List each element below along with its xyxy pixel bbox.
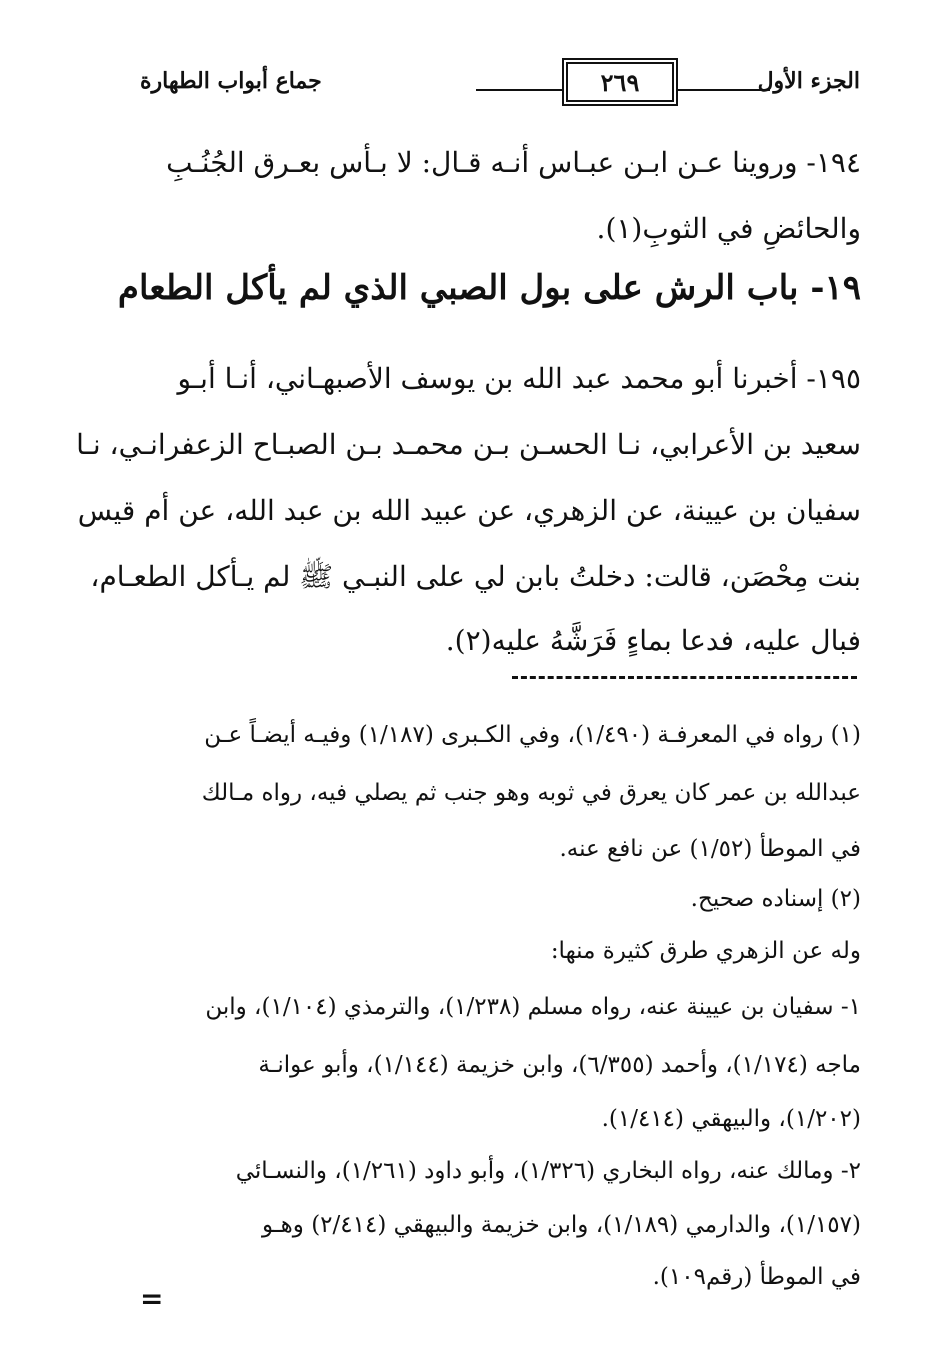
footnote-line: وله عن الزهري طرق كثيرة منها:	[550, 938, 861, 964]
hadith-195-line-1: ١٩٥- أخبرنا أبو محمد عبد الله بن يوسف الأصبهـاني، أنـا أبـو	[177, 362, 861, 395]
running-header	[140, 62, 860, 106]
header-rule-right	[678, 89, 770, 91]
header-rule-left	[476, 89, 564, 91]
footnote-line: ١- سفيان بن عيينة عنه، رواه مسلم (١/٢٣٨)، والترمذي (١/١٠٤)، وابن	[205, 994, 861, 1020]
chapter-heading: ١٩- باب الرش على بول الصبي الذي لم يأكل الطعام	[117, 268, 861, 308]
hadith-195-line-4: بنت مِحْصَن، قالت: دخلتُ بابن لي على النبـي ﷺ لم يـأكل الطعـام،	[90, 560, 861, 593]
footnote-line: (١/٢٠٢)، والبيهقي (١/٤١٤).	[601, 1106, 861, 1132]
continuation-mark: =	[140, 1282, 164, 1315]
hadith-194-line-1: ١٩٤- وروينا عـن ابـن عبـاس أنـه قـال: لا بـأس بعـرق الجُنُـبِ	[166, 146, 861, 179]
volume-label: الجزء الأول	[757, 68, 860, 94]
page-number: ٢٦٩	[566, 62, 674, 102]
hadith-195-line-2: سعيد بن الأعرابي، نـا الحسـن بـن محمـد بـن الصبـاح الزعفرانـي، نـا	[76, 428, 861, 461]
section-title: جماع أبواب الطهارة	[140, 68, 322, 94]
footnote-line: ٢- ومالك عنه، رواه البخاري (١/٣٢٦)، وأبو داود (١/٢٦١)، والنسـائي	[235, 1158, 861, 1184]
footnote-line: (٢) إسناده صحيح.	[690, 886, 861, 912]
footnote-line: في الموطأ (رقم١٠٩).	[652, 1264, 861, 1290]
footnote-line: ماجه (١/١٧٤)، وأحمد (٦/٣٥٥)، وابن خزيمة (١/١٤٤)، وأبو عوانـة	[258, 1052, 861, 1078]
hadith-195-line-3: سفيان بن عيينة، عن الزهري، عن عبيد الله بن عبد الله، عن أم قيس	[77, 494, 861, 527]
footnote-line: في الموطأ (١/٥٢) عن نافع عنه.	[559, 836, 861, 862]
footnote-line: عبدالله بن عمر كان يعرق في ثوبه وهو جنب ثم يصلي فيه، رواه مـالك	[201, 780, 861, 806]
footnote-line: (١) رواه في المعرفـة (١/٤٩٠)، وفي الكـبرى (١/١٨٧) وفيـه أيضـاً عـن	[204, 722, 861, 748]
footnote-line: (١/١٥٧)، والدارمي (١/١٨٩)، وابن خزيمة والبيهقي (٢/٤١٤) وهـو	[262, 1212, 861, 1238]
hadith-195-line-5: فبال عليه، فدعا بماءٍ فَرَشَّهُ عليه(٢).	[445, 624, 861, 657]
footnote-divider	[512, 676, 857, 679]
hadith-194-line-2: والحائضِ في الثوبِ(١).	[596, 212, 861, 245]
